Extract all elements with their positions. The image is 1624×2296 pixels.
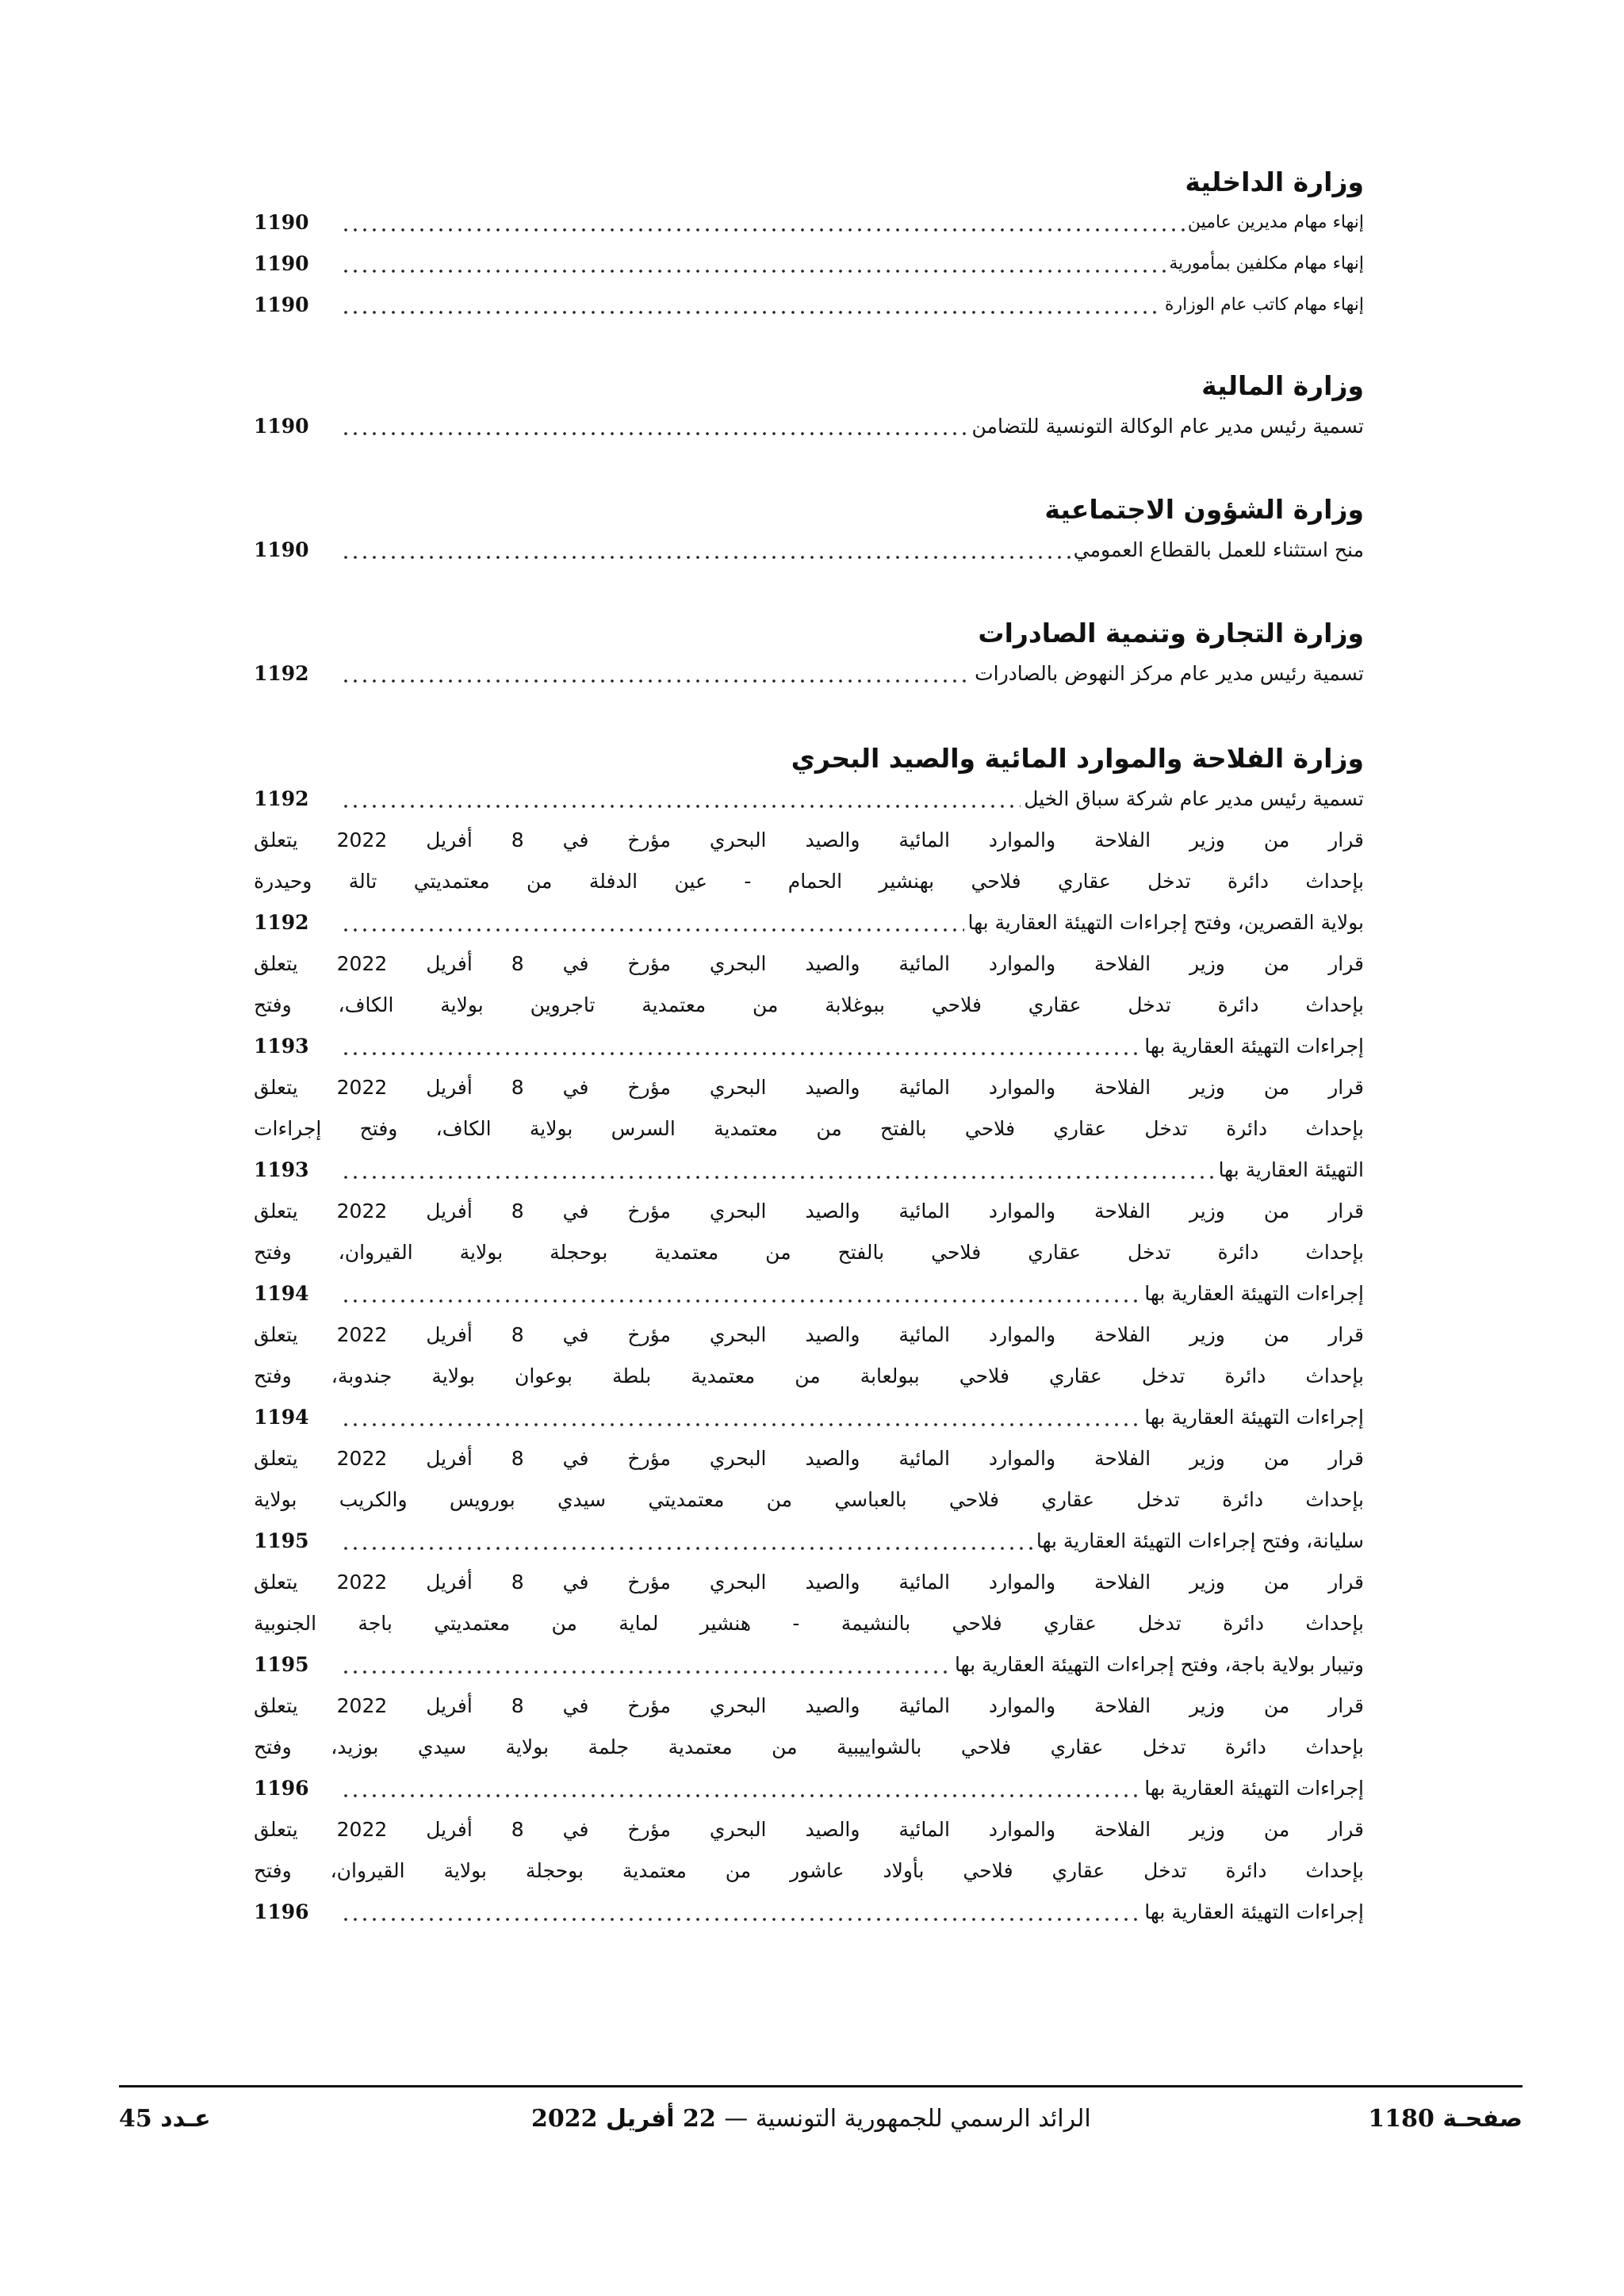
entry-line: قرار من وزير الفلاحة والموارد المائية والصيد البحري مؤرخ في 8 أفريل 2022 يتعلق — [254, 1447, 1364, 1470]
entry-line: قرار من وزير الفلاحة والموارد المائية والصيد البحري مؤرخ في 8 أفريل 2022 يتعلق — [254, 828, 1364, 851]
entry-text: إجراءات التهيئة العقارية بها — [1144, 1900, 1364, 1923]
entry-text: إنهاء مهام مديرين عامين — [1187, 212, 1364, 232]
entry-line: بإحداث دائرة تدخل عقاري فلاحي بالعباسي من معتمديتي سيدي بورويس والكريب بولاية — [254, 1488, 1364, 1511]
page-number: 1196 — [254, 1900, 309, 1923]
toc-entry[interactable] — [254, 1191, 1364, 1314]
entry-text: إنهاء مهام مكلفين بمأمورية — [1169, 254, 1364, 274]
entry-text: تسمية رئيس مدير عام شركة سباق الخيل — [1024, 787, 1364, 810]
section-title: وزارة التجارة وتنمية الصادرات — [978, 618, 1364, 649]
toc-entry[interactable] — [254, 1562, 1364, 1686]
page-number: 1190 — [254, 211, 309, 234]
toc-entry[interactable] — [254, 653, 1364, 695]
toc-entry[interactable] — [254, 943, 1364, 1067]
footer-issue — [119, 2099, 211, 2139]
entry-line: بإحداث دائرة تدخل عقاري فلاحي ببولعابة من معتمدية بلطة بوعوان بولاية جندوبة، وفتح — [254, 1364, 1364, 1387]
dot-leader — [341, 1298, 1141, 1304]
section-agriculture — [254, 739, 1364, 1933]
entry-text: إنهاء مهام كاتب عام الوزارة — [1164, 295, 1364, 315]
dot-leader — [341, 1916, 1141, 1923]
toc-entry[interactable] — [254, 202, 1364, 243]
dot-leader — [341, 803, 1021, 809]
section-interior — [254, 163, 1364, 326]
dot-leader — [341, 1422, 1141, 1428]
page-number: 1190 — [254, 293, 309, 316]
entry-text: بولاية القصرين، وفتح إجراءات التهيئة العقارية بها — [967, 911, 1364, 934]
toc-entry[interactable] — [254, 1438, 1364, 1562]
dot-leader — [341, 554, 1071, 561]
footer-page — [1368, 2099, 1522, 2139]
page-number: 1194 — [254, 1282, 309, 1305]
page-number: 1192 — [254, 787, 309, 810]
dot-leader — [341, 227, 1185, 233]
entry-line: بإحداث دائرة تدخل عقاري فلاحي بالنشيمة - هنشير لماية من معتمديتي باجة الجنوبية — [254, 1612, 1364, 1635]
entry-text: التهيئة العقارية بها — [1218, 1158, 1364, 1181]
dot-leader — [341, 1793, 1141, 1799]
dot-leader — [341, 1545, 1033, 1552]
entry-line: قرار من وزير الفلاحة والموارد المائية والصيد البحري مؤرخ في 8 أفريل 2022 يتعلق — [254, 1200, 1364, 1223]
toc-entry[interactable] — [254, 530, 1364, 571]
dot-leader — [341, 678, 971, 684]
toc-entry[interactable] — [254, 1067, 1364, 1191]
dot-leader — [341, 1050, 1141, 1057]
entry-line: قرار من وزير الفلاحة والموارد المائية والصيد البحري مؤرخ في 8 أفريل 2022 يتعلق — [254, 1571, 1364, 1594]
page-label: صفحـة — [1442, 2105, 1522, 2133]
toc-entry[interactable] — [254, 820, 1364, 943]
dot-leader — [341, 1669, 952, 1675]
section-social-affairs — [254, 490, 1364, 571]
entry-text: وتيبار بولاية باجة، وفتح إجراءات التهيئة العقارية بها — [954, 1653, 1364, 1676]
entry-line: قرار من وزير الفلاحة والموارد المائية والصيد البحري مؤرخ في 8 أفريل 2022 يتعلق — [254, 1323, 1364, 1346]
section-title: وزارة الشؤون الاجتماعية — [1044, 494, 1364, 525]
toc-entry[interactable] — [254, 285, 1364, 326]
page-number: 1192 — [254, 662, 309, 685]
entry-text: إجراءات التهيئة العقارية بها — [1144, 1035, 1364, 1058]
page-number: 1193 — [254, 1035, 309, 1058]
entry-line: بإحداث دائرة تدخل عقاري فلاحي بهنشير الحمام - عين الدفلة من معتمديتي تالة وحيدرة — [254, 870, 1364, 893]
entry-text: إجراءات التهيئة العقارية بها — [1144, 1777, 1364, 1800]
dot-leader — [341, 927, 964, 933]
entry-line: بإحداث دائرة تدخل عقاري فلاحي بالفتح من معتمدية بوحجلة بولاية القيروان، وفتح — [254, 1241, 1364, 1264]
entry-line: بإحداث دائرة تدخل عقاري فلاحي بالفتح من معتمدية السرس بولاية الكاف، وفتح إجراءات — [254, 1117, 1364, 1140]
section-title: وزارة الفلاحة والموارد المائية والصيد البحري — [791, 743, 1364, 774]
dot-leader — [341, 430, 969, 437]
entry-text: تسمية رئيس مدير عام مركز النهوض بالصادرات — [975, 662, 1364, 685]
entry-line: بإحداث دائرة تدخل عقاري فلاحي بالشواييبية من معتمدية جلمة بولاية سيدي بوزيد، وفتح — [254, 1735, 1364, 1758]
toc-entry[interactable] — [254, 406, 1364, 447]
entry-text: تسمية رئيس مدير عام الوكالة التونسية للتضامن — [971, 415, 1364, 438]
entry-line: قرار من وزير الفلاحة والموارد المائية والصيد البحري مؤرخ في 8 أفريل 2022 يتعلق — [254, 1694, 1364, 1717]
issue-number: 45 — [119, 2105, 152, 2133]
date-year: 2022 — [531, 2105, 598, 2133]
toc-entry[interactable] — [254, 1686, 1364, 1809]
dot-leader — [341, 268, 1166, 274]
issue-label: عـدد — [160, 2105, 211, 2133]
page-number: 1192 — [254, 911, 309, 934]
page-number: 1195 — [254, 1653, 309, 1676]
dot-leader — [341, 1174, 1216, 1181]
page-number: 1194 — [254, 1406, 309, 1429]
section-trade — [254, 614, 1364, 695]
toc-entry[interactable] — [254, 243, 1364, 285]
entry-line: بإحداث دائرة تدخل عقاري فلاحي ببوغلابة من معتمدية تاجروين بولاية الكاف، وفتح — [254, 993, 1364, 1016]
page-number: 1195 — [254, 1529, 309, 1552]
entry-text: إجراءات التهيئة العقارية بها — [1144, 1406, 1364, 1429]
entry-text: سليانة، وفتح إجراءات التهيئة العقارية بها — [1036, 1529, 1364, 1552]
page-number: 1193 — [254, 1158, 309, 1181]
section-finance — [254, 366, 1364, 447]
entry-line: قرار من وزير الفلاحة والموارد المائية والصيد البحري مؤرخ في 8 أفريل 2022 يتعلق — [254, 952, 1364, 975]
dot-leader — [341, 309, 1162, 316]
page-number-footer: 1180 — [1368, 2105, 1434, 2133]
entry-text: منح استثناء للعمل بالقطاع العمومي — [1073, 538, 1364, 561]
footer-divider — [119, 2085, 1522, 2087]
date-day: 22 — [683, 2105, 716, 2133]
page-number: 1196 — [254, 1777, 309, 1800]
toc-entry[interactable] — [254, 1809, 1364, 1933]
section-title: وزارة الداخلية — [1185, 166, 1364, 197]
toc-entry[interactable] — [254, 1314, 1364, 1438]
section-title: وزارة المالية — [1201, 370, 1364, 401]
journal-name: الرائد الرسمي للجمهورية التونسية — — [724, 2105, 1091, 2133]
entry-line: بإحداث دائرة تدخل عقاري فلاحي بأولاد عاشور من معتمدية بوحجلة بولاية القيروان، وفتح — [254, 1859, 1364, 1882]
entry-line: قرار من وزير الفلاحة والموارد المائية والصيد البحري مؤرخ في 8 أفريل 2022 يتعلق — [254, 1818, 1364, 1841]
entry-line: قرار من وزير الفلاحة والموارد المائية والصيد البحري مؤرخ في 8 أفريل 2022 يتعلق — [254, 1076, 1364, 1099]
footer-journal — [531, 2099, 1091, 2139]
toc-entry[interactable] — [254, 779, 1364, 820]
page-number: 1190 — [254, 538, 309, 561]
page-number: 1190 — [254, 415, 309, 438]
page-number: 1190 — [254, 252, 309, 275]
date-month: أفريل — [605, 2105, 675, 2133]
entry-text: إجراءات التهيئة العقارية بها — [1144, 1282, 1364, 1305]
